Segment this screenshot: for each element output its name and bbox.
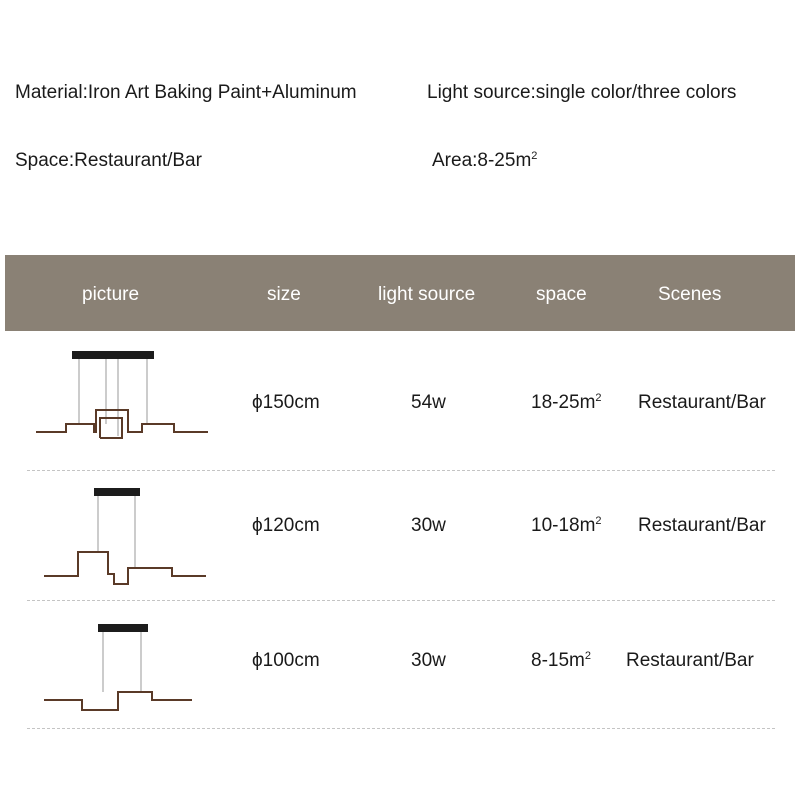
header-picture: picture — [82, 284, 140, 305]
lamp-120-image — [40, 486, 210, 592]
row-size: ϕ100cm — [252, 650, 320, 671]
row-scene: Restaurant/Bar — [638, 515, 766, 536]
row-size: ϕ150cm — [252, 392, 320, 413]
spec-light-source: Light source:single color/three colors — [427, 82, 737, 103]
spec-material: Material:Iron Art Baking Paint+Aluminum — [15, 82, 357, 103]
row-scene: Restaurant/Bar — [638, 392, 766, 413]
row-size: ϕ120cm — [252, 515, 320, 536]
header-size: size — [267, 284, 301, 305]
header-scenes: Scenes — [658, 284, 722, 305]
row-power: 30w — [411, 650, 446, 671]
row-power: 54w — [411, 392, 446, 413]
row-power: 30w — [411, 515, 446, 536]
spec-area: $Area:8-25m^2$ — [432, 150, 538, 171]
table-header — [5, 255, 795, 331]
spec-space: Space:Restaurant/Bar — [15, 150, 202, 171]
header-light-source: light source — [378, 284, 476, 305]
row-scene: Restaurant/Bar — [626, 650, 754, 671]
header-space: space — [536, 284, 587, 305]
row-divider — [27, 600, 775, 601]
lamp-150-image — [34, 348, 212, 444]
row-divider — [27, 728, 775, 729]
row-space: $8-15m^2$ — [531, 650, 591, 671]
lamp-100-image — [40, 620, 200, 716]
row-space: $10-18m^2$ — [531, 515, 602, 536]
row-space: $18-25m^2$ — [531, 392, 602, 413]
row-divider — [27, 470, 775, 471]
